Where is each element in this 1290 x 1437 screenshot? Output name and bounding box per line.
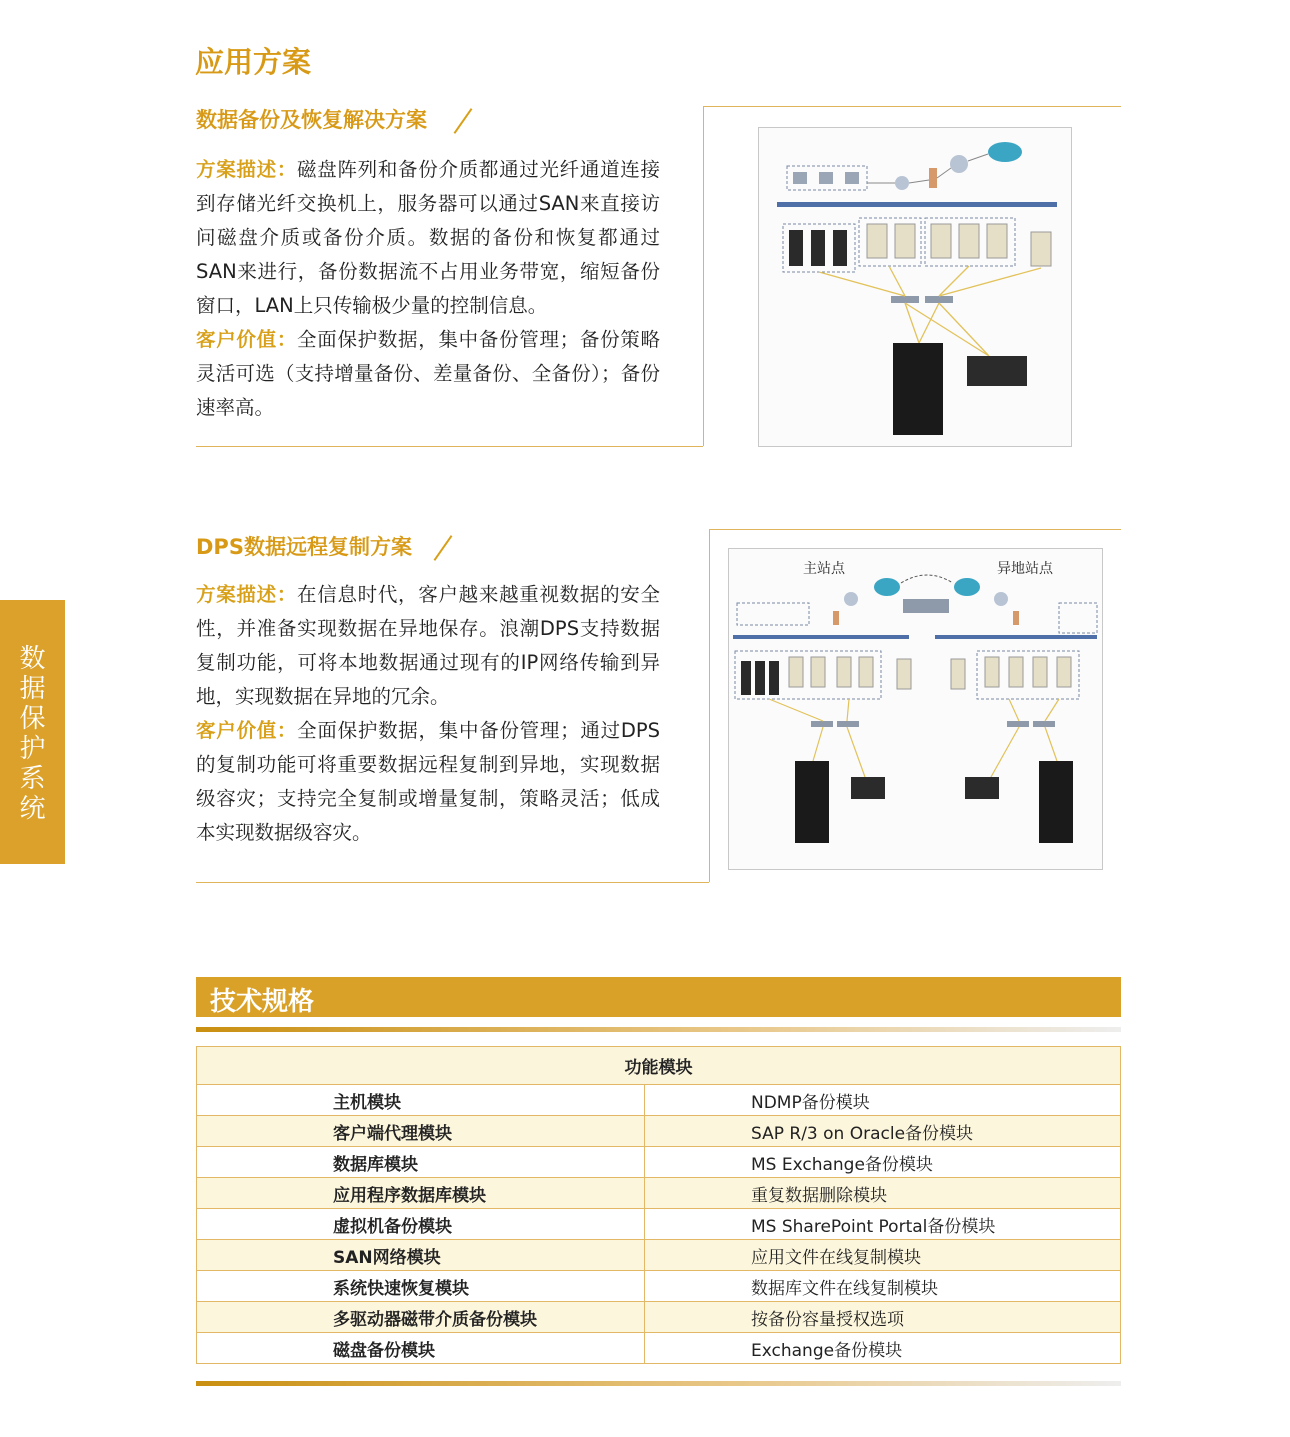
section2-top-rule bbox=[709, 529, 1121, 530]
disk-array-icon bbox=[893, 343, 943, 435]
backup-topology-diagram bbox=[758, 127, 1072, 447]
table-cell: 按备份容量授权选项 bbox=[645, 1302, 1121, 1333]
server-rack-icon bbox=[789, 230, 847, 266]
table-row bbox=[197, 1147, 1121, 1178]
value-text: 全面保护数据，集中备份管理；备份策略灵活可选（支持增量备份、差量备份、全备份）；备份速率高。 bbox=[196, 328, 660, 419]
section1-bottom-rule bbox=[196, 446, 703, 447]
table-cell: 应用程序数据库模块 bbox=[197, 1178, 645, 1209]
section1-body bbox=[196, 153, 660, 425]
value-label: 客户价值： bbox=[196, 328, 298, 351]
internet-cloud-icon bbox=[988, 142, 1022, 162]
table-row bbox=[197, 1271, 1121, 1302]
side-tab-char: 系 bbox=[19, 764, 46, 794]
remote-site-label: 异地站点 bbox=[997, 561, 1053, 577]
table-cell: 重复数据删除模块 bbox=[645, 1178, 1121, 1209]
disk-array-icon bbox=[795, 761, 829, 843]
wan-cloud-icon bbox=[954, 578, 980, 596]
side-tab-char: 统 bbox=[19, 794, 46, 824]
desc-label: 方案描述： bbox=[196, 158, 298, 181]
table-cell: SAN网络模块 bbox=[197, 1240, 645, 1271]
table-cell: 客户端代理模块 bbox=[197, 1116, 645, 1147]
desc-text: 磁盘阵列和备份介质都通过光纤通道连接到存储光纤交换机上，服务器可以通过SAN来直接访问磁盘介质或备份介质。数据的备份和恢复都通过SAN来进行，备份数据流不占用业务带宽，缩短备份窗口，LAN上只传输极少量的控制信息。 bbox=[196, 158, 660, 317]
value-text: 全面保护数据，集中备份管理；通过DPS的复制功能可将重要数据远程复制到异地，实现数据级容灾；支持完全复制或增量复制，策略灵活；低成本实现数据级容灾。 bbox=[196, 719, 660, 844]
router-icon bbox=[994, 592, 1008, 606]
tape-library-icon bbox=[967, 356, 1027, 386]
table-row bbox=[197, 1116, 1121, 1147]
section-title-backup: 数据备份及恢复解决方案 bbox=[196, 108, 427, 132]
desc-text: 在信息时代，客户越来越重视数据的安全性，并准备实现数据在异地保存。浪潮DPS支持数据复制功能，可将本地数据通过现有的IP网络传输到异地，实现数据在异地的冗余。 bbox=[196, 583, 660, 708]
table-row bbox=[197, 1333, 1121, 1364]
replication-topology-diagram bbox=[728, 548, 1103, 870]
firewall-icon bbox=[929, 168, 937, 188]
title-slash-decoration bbox=[454, 108, 473, 134]
table-cell: NDMP备份模块 bbox=[645, 1085, 1121, 1116]
specs-table bbox=[196, 1046, 1121, 1364]
section2-vertical-rule bbox=[709, 529, 710, 882]
side-tab-char: 数 bbox=[19, 644, 46, 674]
section1-vertical-rule bbox=[703, 106, 704, 446]
firewall-icon bbox=[1013, 611, 1019, 625]
lan-backbone bbox=[935, 635, 1097, 639]
page-title: 应用方案 bbox=[195, 45, 312, 79]
desc-label: 方案描述： bbox=[196, 583, 298, 606]
table-row bbox=[197, 1302, 1121, 1333]
value-label: 客户价值： bbox=[196, 719, 298, 742]
table-row bbox=[197, 1240, 1121, 1271]
table-cell: MS Exchange备份模块 bbox=[645, 1147, 1121, 1178]
table-cell: 磁盘备份模块 bbox=[197, 1333, 645, 1364]
table-row bbox=[197, 1085, 1121, 1116]
tape-library-icon bbox=[965, 777, 999, 799]
fc-switch-icon bbox=[891, 296, 919, 303]
disk-array-icon bbox=[1039, 761, 1073, 843]
section2-bottom-rule bbox=[196, 882, 709, 883]
side-tab bbox=[0, 600, 65, 864]
fc-switch-icon bbox=[1033, 721, 1055, 727]
router-icon bbox=[950, 155, 968, 173]
specs-top-gradient bbox=[196, 1027, 1121, 1032]
specs-header-bar bbox=[196, 977, 1121, 1017]
side-tab-char: 保 bbox=[19, 704, 46, 734]
table-cell: 系统快速恢复模块 bbox=[197, 1271, 645, 1302]
table-header: 功能模块 bbox=[197, 1047, 1121, 1085]
fc-switch-icon bbox=[837, 721, 859, 727]
table-row bbox=[197, 1209, 1121, 1240]
wan-cloud-icon bbox=[874, 578, 900, 596]
firewall-icon bbox=[833, 611, 839, 625]
fc-switch-icon bbox=[811, 721, 833, 727]
table-cell: SAP R/3 on Oracle备份模块 bbox=[645, 1116, 1121, 1147]
table-row bbox=[197, 1178, 1121, 1209]
table-cell: 多驱动器磁带介质备份模块 bbox=[197, 1302, 645, 1333]
table-cell: 虚拟机备份模块 bbox=[197, 1209, 645, 1240]
specs-title: 技术规格 bbox=[210, 987, 315, 1017]
server-rack-icon bbox=[741, 661, 779, 695]
section1-top-rule bbox=[703, 106, 1121, 107]
section-title-dps: DPS数据远程复制方案 bbox=[196, 535, 412, 559]
client-pc-icon bbox=[793, 172, 859, 184]
main-site-label: 主站点 bbox=[803, 561, 845, 577]
lan-backbone bbox=[777, 202, 1057, 207]
table-cell: 主机模块 bbox=[197, 1085, 645, 1116]
table-cell: MS SharePoint Portal备份模块 bbox=[645, 1209, 1121, 1240]
section2-body bbox=[196, 578, 660, 850]
side-tab-char: 护 bbox=[19, 734, 46, 764]
table-cell: 数据库文件在线复制模块 bbox=[645, 1271, 1121, 1302]
router-icon bbox=[844, 592, 858, 606]
title-slash-decoration bbox=[434, 535, 453, 561]
table-cell: 应用文件在线复制模块 bbox=[645, 1240, 1121, 1271]
table-cell: Exchange备份模块 bbox=[645, 1333, 1121, 1364]
lan-backbone bbox=[733, 635, 909, 639]
tape-library-icon bbox=[851, 777, 885, 799]
side-tab-char: 据 bbox=[19, 674, 46, 704]
fc-switch-icon bbox=[1007, 721, 1029, 727]
fc-switch-icon bbox=[925, 296, 953, 303]
specs-bottom-gradient bbox=[196, 1381, 1121, 1386]
replication-arrow bbox=[903, 599, 949, 613]
router-icon bbox=[895, 176, 909, 190]
table-cell: 数据库模块 bbox=[197, 1147, 645, 1178]
